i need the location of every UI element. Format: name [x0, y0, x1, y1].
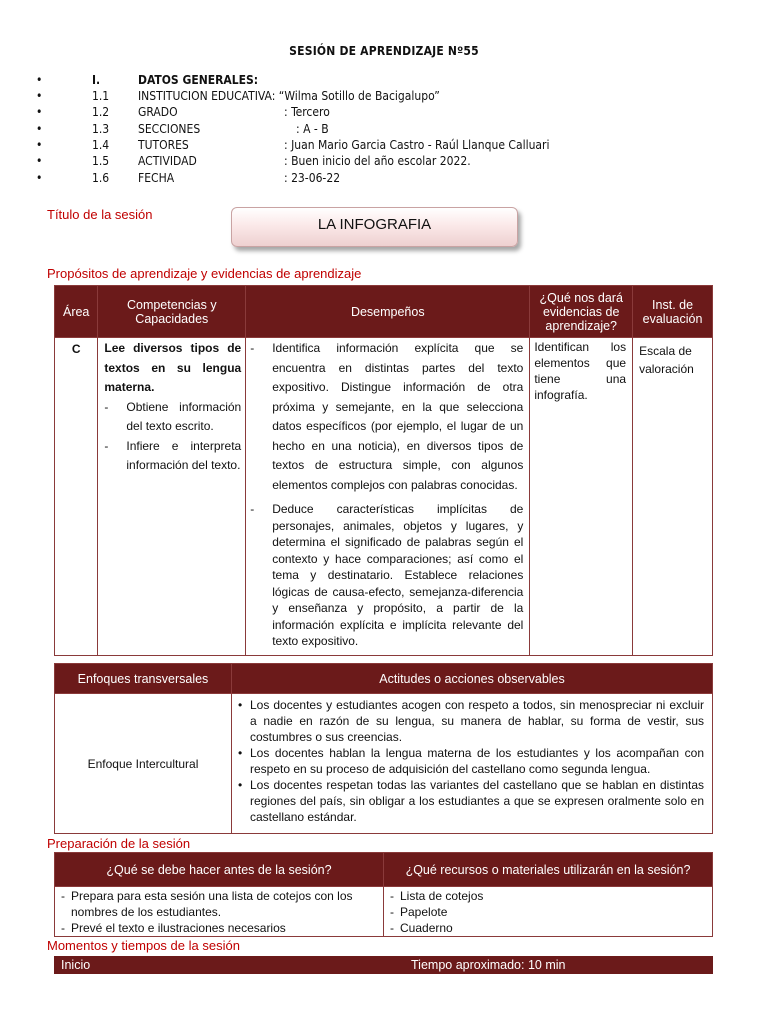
bullet: • — [238, 698, 243, 712]
general-item — [36, 104, 736, 120]
item-number: 1.3 — [92, 122, 110, 136]
item-number: 1.4 — [92, 138, 110, 152]
general-item — [36, 137, 736, 153]
purposes-table — [54, 285, 713, 656]
attitude-item — [238, 697, 704, 745]
header-area: Área — [55, 286, 98, 338]
item-value: : Buen inicio del año escolar 2022. — [284, 154, 471, 168]
performance-item — [250, 339, 523, 495]
bullet: • — [36, 122, 43, 136]
session-title-box — [231, 207, 518, 247]
item-number: 1.1 — [92, 89, 110, 103]
attitude-item — [238, 745, 704, 777]
capacity-item — [104, 437, 241, 476]
attitude-text: Los docentes respetan todas las variantes del castellano que se hablan en distintas regiones del país, sin obligar a los estudiantes a que se expresen oralmente solo en castellano estándar. — [250, 778, 704, 824]
capacity-text: Obtiene información del texto escrito. — [126, 399, 242, 433]
bullet: • — [36, 154, 43, 168]
performance-text: Identifica información explícita que se encuentra en distintas partes del texto expositivo. Distingue información de otra próxima y semejante, en la que selecciona datos específicos (por ejemplo, el lugar de un hecho en una noticia), en diversos tipos de textos de estructura simple, con algunos elementos complejos con palabras conocidas. — [272, 341, 524, 492]
header-evidence: ¿Qué nos dará evidencias de aprendizaje? — [530, 286, 633, 338]
dash: - — [61, 921, 65, 935]
attitude-item — [238, 777, 704, 825]
before-cell — [55, 887, 384, 937]
area-cell: C — [55, 338, 98, 656]
dash: - — [61, 889, 65, 903]
resources-cell — [384, 887, 713, 937]
item-value: : 23-06-22 — [284, 171, 341, 185]
bullet: • — [36, 89, 43, 103]
header-instrument: Inst. de evaluación — [633, 286, 713, 338]
attitude-text: Los docentes y estudiantes acogen con respeto a todos, sin menospreciar ni excluir a nadie en razón de su lengua, su manera de hablar, su forma de vestir, sus costumbres o sus creencias. — [250, 698, 704, 744]
item-label: SECCIONES — [138, 122, 201, 136]
bullet: • — [238, 778, 243, 792]
evidence-cell: Identifican los elementos que tiene una infografía. — [530, 338, 633, 656]
moment-time: Tiempo aproximado: 10 min — [411, 958, 566, 972]
before-text: Prevé el texto e ilustraciones necesarios — [71, 921, 286, 935]
item-label: GRADO — [138, 105, 178, 119]
session-title: LA INFOGRAFIA — [317, 216, 432, 233]
item-label: INSTITUCION EDUCATIVA: “Wilma Sotillo de Bacigalupo” — [138, 89, 440, 103]
resource-item — [390, 920, 706, 936]
item-label: FECHA — [138, 171, 175, 185]
header-performances: Desempeños — [246, 286, 530, 338]
dash: - — [104, 438, 109, 453]
preparation-table — [54, 852, 713, 937]
approach-cell: Enfoque Intercultural — [55, 694, 232, 834]
item-number: 1.2 — [92, 105, 110, 119]
item-label: DATOS GENERALES: — [138, 73, 259, 87]
bullet: • — [36, 73, 43, 87]
session-title-label: Título de la sesión — [47, 207, 153, 222]
attitudes-cell — [232, 694, 713, 834]
dash: - — [390, 921, 394, 935]
general-item — [36, 121, 736, 137]
instrument-cell: Escala de valoración — [633, 338, 713, 656]
dash: - — [390, 905, 394, 919]
before-text: Prepara para esta sesión una lista de cotejos con los nombres de los estudiantes. — [71, 889, 353, 919]
resource-text: Papelote — [400, 905, 448, 919]
bullet: • — [238, 746, 243, 760]
header-before: ¿Qué se debe hacer antes de la sesión? — [55, 853, 384, 887]
moment-bar — [54, 956, 713, 974]
resource-item — [390, 904, 706, 920]
dash: - — [250, 502, 255, 516]
capacity-item — [104, 398, 241, 437]
resource-item — [390, 888, 706, 904]
document-title: SESIÓN DE APRENDIZAJE Nº55 — [289, 44, 479, 58]
attitude-text: Los docentes hablan la lengua materna de los estudiantes y los acompañan con respeto en su proceso de adquisición del castellano como segunda lengua. — [250, 746, 704, 776]
item-value: : Tercero — [284, 105, 330, 119]
before-item — [61, 920, 377, 936]
item-number: 1.6 — [92, 171, 110, 185]
header-resources: ¿Qué recursos o materiales utilizarán en la sesión? — [384, 853, 713, 887]
performance-text: Deduce características implícitas de personajes, animales, objetos y lugares, y determina el significado de palabras según el contexto y hace comparaciones; así como el tema y destinatario. Establece relaciones lógicas de causa-efecto, semejanza-diferencia y enseñanza y propósito, a partir de la información explícita e implícita relevante del texto expositivo. — [272, 502, 524, 648]
bullet: • — [36, 138, 43, 152]
general-item — [36, 88, 736, 104]
item-label: TUTORES — [138, 138, 189, 152]
performances-cell — [246, 338, 530, 656]
performance-item — [250, 501, 523, 650]
general-item — [36, 153, 736, 169]
header-attitudes: Actitudes o acciones observables — [232, 664, 713, 694]
moments-heading: Momentos y tiempos de la sesión — [47, 938, 240, 953]
item-number: I. — [92, 73, 101, 87]
item-label: ACTIVIDAD — [138, 154, 197, 168]
capacity-text: Infiere e interpreta información del texto. — [126, 438, 242, 472]
purposes-heading: Propósitos de aprendizaje y evidencias de aprendizaje — [47, 266, 362, 281]
resource-text: Lista de cotejos — [400, 889, 484, 903]
approach-table — [54, 663, 713, 834]
bullet: • — [36, 105, 43, 119]
general-item — [36, 170, 736, 186]
item-value: : Juan Mario Garcia Castro - Raúl Llanque Calluari — [284, 138, 550, 152]
before-item — [61, 888, 377, 920]
dash: - — [390, 889, 394, 903]
moment-name: Inicio — [61, 958, 91, 972]
header-competencies: Competencias y Capacidades — [98, 286, 246, 338]
item-value: : A - B — [296, 122, 329, 136]
preparation-heading: Preparación de la sesión — [47, 836, 191, 851]
dash: - — [104, 399, 109, 414]
dash: - — [250, 341, 255, 355]
general-item — [36, 72, 736, 88]
competency-cell — [98, 338, 246, 656]
header-approach: Enfoques transversales — [55, 664, 232, 694]
resource-text: Cuaderno — [400, 921, 453, 935]
item-number: 1.5 — [92, 154, 110, 168]
bullet: • — [36, 171, 43, 185]
competency: Lee diversos tipos de textos en su lengua materna. — [104, 341, 242, 394]
